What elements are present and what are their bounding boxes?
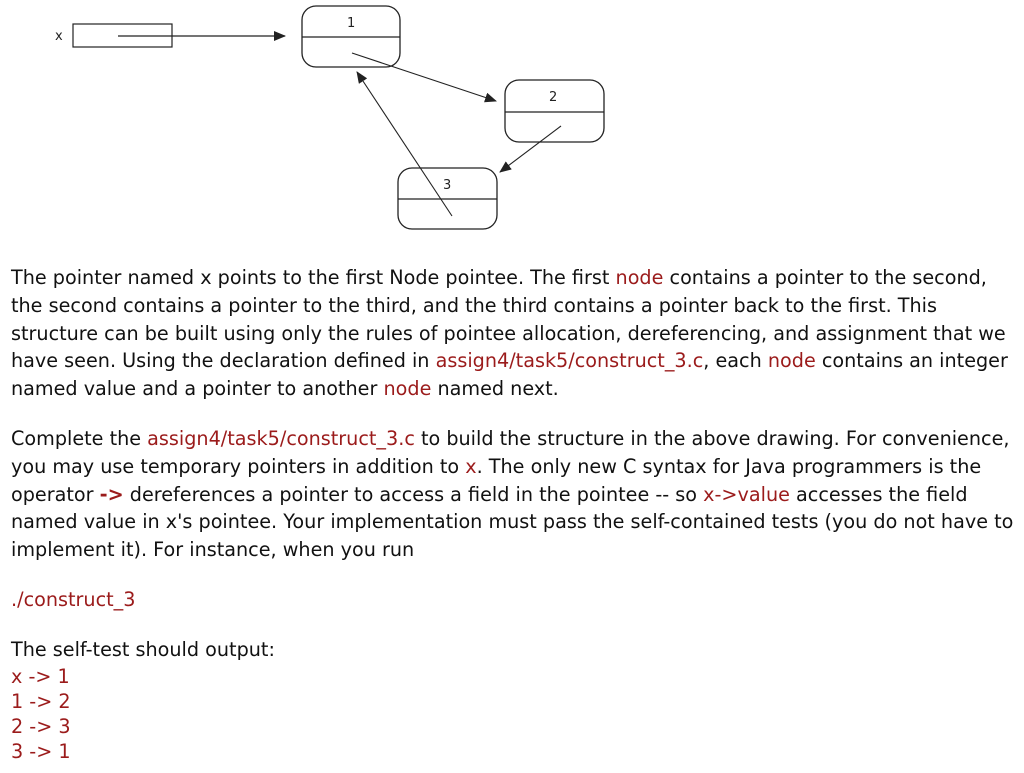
assignment-text [11,264,1016,764]
node-2 [505,80,604,142]
keyword-x-value: x->value [703,482,790,506]
text-segment: . The only new C syntax for Java programmers is the operator [11,454,982,506]
text-segment: to build the structure in the above drawing. For convenience, you may use temporary pointers in addition to [11,426,1010,478]
description-paragraph [11,264,1016,403]
output-line: 2 -> 3 [11,714,71,738]
keyword-node: node [767,349,816,373]
output-line: 1 -> 2 [11,689,71,713]
file-path: assign4/task5/construct_3.c [435,349,704,373]
text-segment: contains a pointer to the second, the second contains a pointer to the third, and the third contains a pointer back to the first. This structure can be built using only the rules of pointee allocation, dereferencing, and assignment that we have seen. Using the declaration defined in [11,266,1006,373]
text-segment: contains an integer named value and a pointer to another [11,349,1008,401]
output-line: 3 -> 1 [11,739,71,763]
run-command: ./construct_3 [11,587,136,611]
keyword-node: node [615,266,664,289]
text-segment: , each [703,349,768,373]
pointer-node-1-to-node-2 [352,53,496,101]
output-line: x -> 1 [11,664,70,688]
text-segment: Complete the [11,426,148,450]
instructions-paragraph [11,425,1016,564]
expected-output [11,664,1016,764]
node-3-value: 3 [443,178,452,193]
linked-list-diagram [0,0,1024,250]
node-1 [302,6,400,67]
keyword-x: x [465,454,477,478]
text-segment: The pointer named x points to the first Node pointee. The first [11,266,616,289]
text-segment: dereferences a pointer to access a field in the pointee -- so [123,482,704,506]
file-path: assign4/task5/construct_3.c [147,426,415,450]
node-3 [398,168,497,229]
node-2-value: 2 [549,90,558,105]
node-1-value: 1 [347,16,356,31]
text-segment: named next. [431,377,559,401]
variable-x-label: x [55,29,63,44]
self-test-intro: The self-test should output: [11,637,275,661]
text-segment: accesses the field named value in x's pointee. Your implementation must pass the self-contained tests (you do not have to implement it). For instance, when you run [11,482,1014,562]
arrow-operator: -> [99,482,124,506]
keyword-node: node [383,377,432,401]
